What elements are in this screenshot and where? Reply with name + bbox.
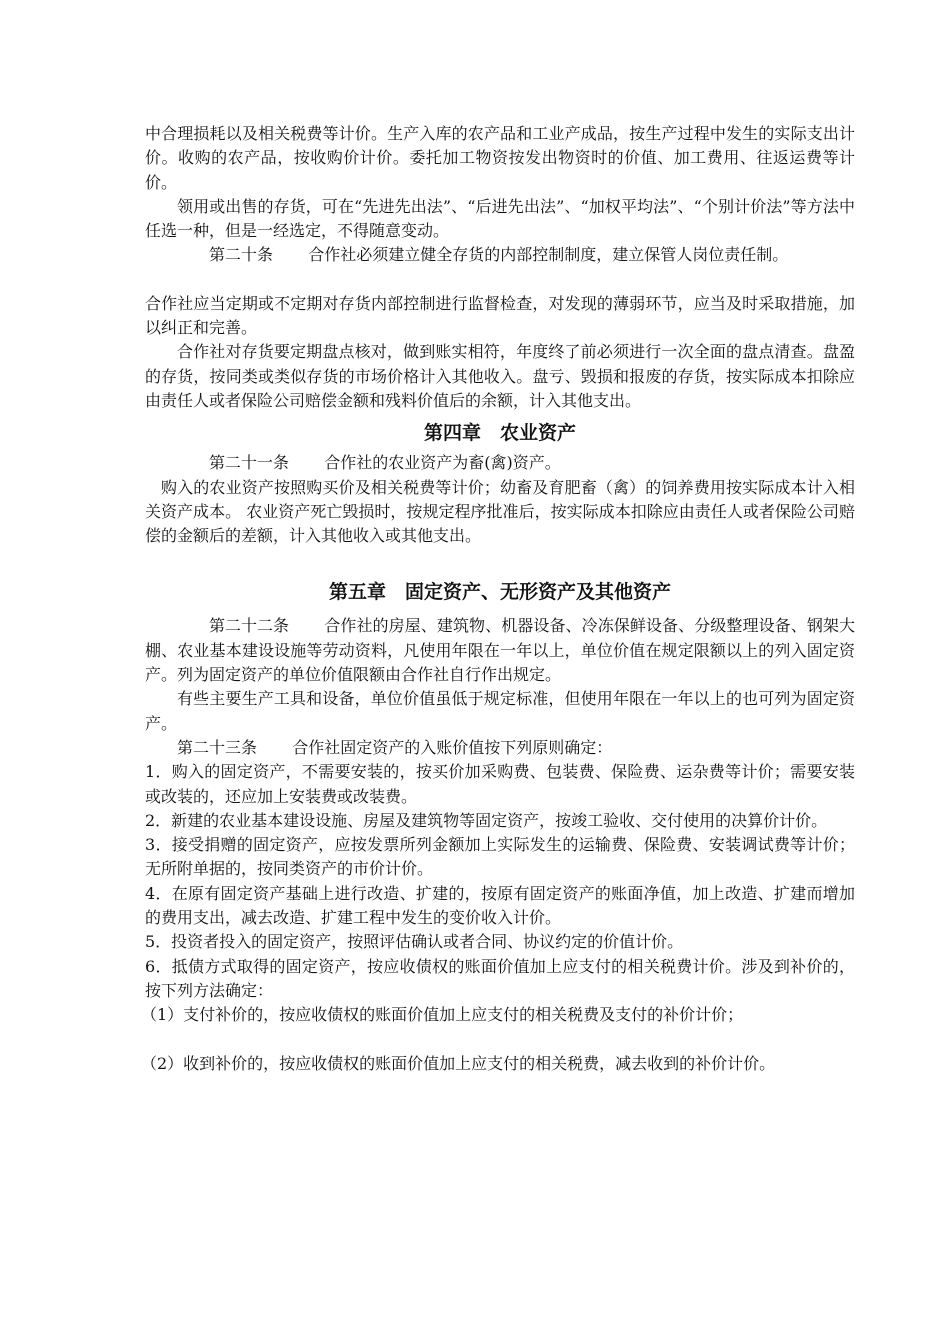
paragraph: 合作社对存货要定期盘点核对，做到账实相符，年度终了前必须进行一次全面的盘点清查。盘盈的存货，按同类或类似存货的市场价格计入其他收入。盘亏、毁损和报废的存货，按实际成本扣除应由责任人或者保险公司赔偿金额和残料价值后的余额，计入其他支出。 <box>145 342 855 410</box>
article-text: 合作社的房屋、建筑物、机器设备、冷冻保鲜设备、分级整理设备、钢架大棚、农业基本建设设施等劳动资料，凡使用年限在一年以上，单位价值在规定限额以上的列入固定资产。列为固定资产的单位价值限额由合作社自行作出规定。 <box>145 616 855 685</box>
article-20 <box>145 243 855 267</box>
list-item: 6．抵债方式取得的固定资产，按应收债权的账面价值加上应支付的相关税费计价。涉及到补价的，按下列方法确定： <box>145 956 855 1000</box>
paragraph: 中合理损耗以及相关税费等计价。生产入库的农产品和工业产成品，按生产过程中发生的实际支出计价。收购的农产品，按收购价计价。委托加工物资按发出物资时的价值、加工费用、往返运费等计价。 <box>145 124 855 192</box>
article-text: 合作社固定资产的入账价值按下列原则确定： <box>292 737 613 757</box>
list-item: 3．接受捐赠的固定资产，应按发票所列金额加上实际发生的运输费、保险费、安装调试费等计价；无所附单据的，按同类资产的市价计价。 <box>145 835 855 879</box>
article-23 <box>145 736 855 760</box>
article-text: 合作社必须建立健全存货的内部控制制度，建立保管人岗位责任制。 <box>308 245 789 265</box>
chapter-heading-5: 第五章 固定资产、无形资产及其他资产 <box>328 581 671 604</box>
article-text: 合作社的农业资产为畜(禽)资产。 <box>324 453 561 473</box>
list-item: 2．新建的农业基本建设设施、房屋及建筑物等固定资产，按竣工验收、交付使用的决算价计价。 <box>145 810 828 830</box>
article-label: 第二十二条 <box>209 616 290 636</box>
paragraph: 合作社应当定期或不定期对存货内部控制进行监督检查，对发现的薄弱环节，应当及时采取措施，加以纠正和完善。 <box>145 293 855 338</box>
article-label: 第二十三条 <box>177 737 258 757</box>
article-22 <box>145 614 855 687</box>
paragraph: 领用或出售的存货，可在“先进先出法”、“后进先出法”、“加权平均法”、“个别计价法”等方法中任选一种，但是一经选定，不得随意变动。 <box>145 196 855 241</box>
paragraph: 购入的农业资产按照购买价及相关税费等计价；幼畜及育肥畜（禽）的饲养费用按实际成本计入相关资产成本。 农业资产死亡毁损时，按规定程序批准后，按实际成本扣除应由责任人或者保险公司赔偿的金额后的差额，计入其他收入或其他支出。 <box>145 477 855 546</box>
article-21 <box>145 451 855 475</box>
sub-list-item: （1）支付补价的，按应收债权的账面价值加上应支付的相关税费及支付的补价计价； <box>141 1005 744 1025</box>
article-label: 第二十条 <box>209 245 274 265</box>
list-item: 4．在原有固定资产基础上进行改造、扩建的，按原有固定资产的账面净值，加上改造、扩建而增加的费用支出，减去改造、扩建工程中发生的变价收入计价。 <box>145 883 855 928</box>
list-item: 5．投资者投入的固定资产，按照评估确认或者合同、协议约定的价值计价。 <box>145 932 684 952</box>
sub-list-item: （2）收到补价的，按应收债权的账面价值加上应支付的相关税费，减去收到的补价计价。 <box>141 1053 776 1073</box>
document-page <box>141 122 855 1076</box>
blank-line <box>145 1028 855 1052</box>
paragraph: 有些主要生产工具和设备，单位价值虽低于规定标准，但使用年限在一年以上的也可列为固定资产。 <box>145 689 855 733</box>
blank-line <box>145 268 855 292</box>
chapter-heading-4: 第四章 农业资产 <box>423 422 576 445</box>
list-item: 1．购入的固定资产，不需要安装的，按买价加采购费、包装费、保险费、运杂费等计价；需要安装或改装的，还应加上安装费或改装费。 <box>145 762 855 806</box>
article-label: 第二十一条 <box>209 453 290 473</box>
